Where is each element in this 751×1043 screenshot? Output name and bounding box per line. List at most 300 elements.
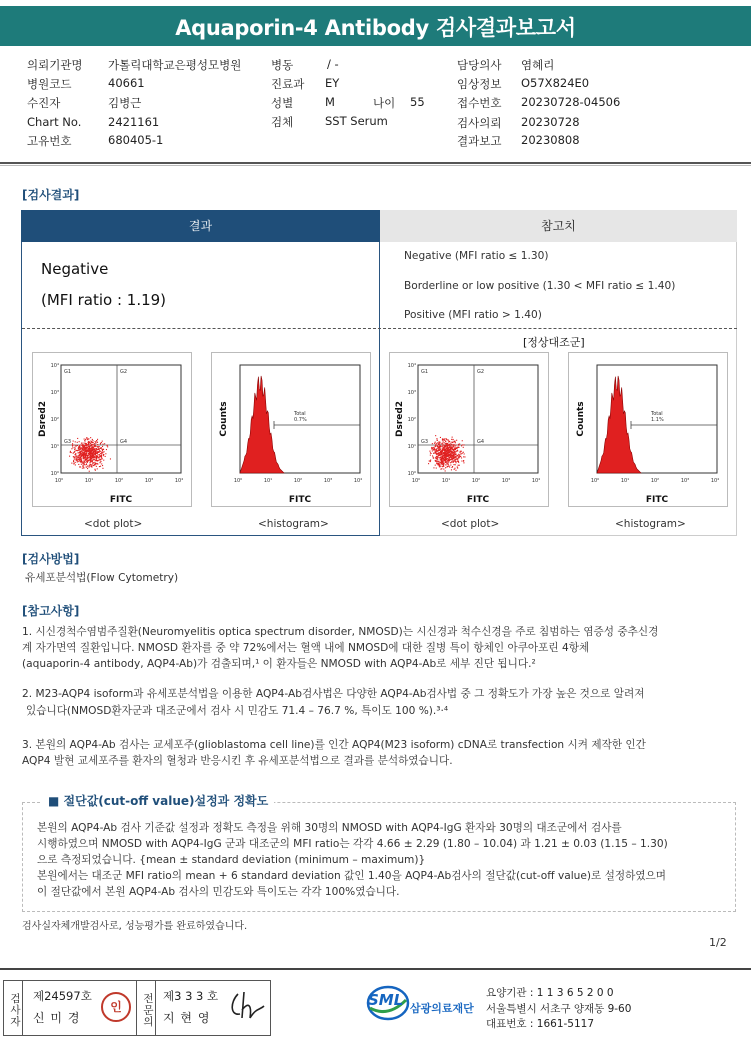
event-dot [455,456,456,457]
quadrant-label: G2 [120,369,128,375]
event-dot [444,449,445,450]
event-dot [71,448,72,449]
event-dot [83,458,84,459]
event-dot [75,448,76,449]
event-dot [87,457,88,458]
event-dot [94,443,95,444]
event-dot [442,440,443,441]
event-dot [445,445,446,446]
patient-dot-plot [32,352,192,507]
event-dot [447,451,448,452]
event-dot [453,452,454,453]
event-dot [69,456,70,457]
event-dot [463,462,464,463]
y-axis-label: Counts [219,401,229,437]
verifier-number: 제3 3 3 호 [163,989,219,1003]
event-dot [437,446,438,447]
event-dot [441,446,442,447]
event-dot [100,459,101,460]
tick-label: 10² [114,478,124,484]
event-dot [81,448,82,449]
tick-label: 10² [50,417,59,423]
event-dot [457,461,458,462]
event-dot [452,449,453,450]
event-dot [82,468,83,469]
event-dot [436,454,437,455]
event-dot [96,466,97,467]
event-dot [77,438,78,439]
event-dot [78,452,79,453]
event-dot [450,465,451,466]
event-dot [83,455,84,456]
event-dot [84,457,85,458]
event-dot [81,464,82,465]
event-dot [437,442,438,443]
event-dot [84,440,85,441]
event-dot [74,463,75,464]
event-dot [90,464,91,465]
event-dot [92,440,93,441]
quadrant-label: G2 [477,369,485,375]
chart-label: Chart No. [27,115,82,129]
event-dot [459,465,460,466]
event-dot [435,446,436,447]
event-dot [74,451,75,452]
event-dot [455,461,456,462]
event-dot [83,445,84,446]
inspector-name: 신 미 경 [33,1011,81,1025]
event-dot [452,452,453,453]
event-dot [464,456,465,457]
event-dot [97,446,98,447]
event-dot [87,468,88,469]
event-dot [100,456,101,457]
event-dot [443,439,444,440]
event-dot [436,456,437,457]
event-dot [88,441,89,442]
event-dot [110,458,111,459]
event-dot [79,441,80,442]
event-dot [76,456,77,457]
event-dot [90,451,91,452]
event-dot [444,445,445,446]
event-dot [451,448,452,449]
event-dot [89,454,90,455]
event-dot [448,445,449,446]
event-dot [436,458,437,459]
method-text: 유세포분석법(Flow Cytometry) [25,572,179,584]
event-dot [89,451,90,452]
event-dot [450,445,451,446]
chart-value: 2421161 [108,115,160,129]
event-dot [439,461,440,462]
event-dot [429,451,430,452]
examinee-value: 김병근 [108,96,142,110]
event-dot [95,450,96,451]
dot-plot-caption: <dot plot> [441,518,500,530]
event-dot [434,443,435,444]
event-dot [435,435,436,436]
event-dot [101,453,102,454]
event-dot [449,467,450,468]
tick-label: 10³ [144,478,154,484]
event-dot [436,449,437,450]
event-dot [81,460,82,461]
divider [0,968,751,970]
event-dot [96,458,97,459]
event-dot [86,459,87,460]
phone: 대표번호 : 1661-5117 [486,1018,595,1030]
event-dot [86,467,87,468]
event-dot [89,460,90,461]
event-dot [452,460,453,461]
request-label: 검사의뢰 [457,116,502,130]
event-dot [87,447,88,448]
event-dot [82,444,83,445]
cutoff-line: 본원의 AQP4-Ab 검사 기준값 설정과 정확도 측정을 위해 30명의 NMOSD with AQP4-IgG 환자와 30명의 대조군에서 검사를 [37,822,622,834]
event-dot [93,447,94,448]
control-dot-plot [389,352,549,507]
event-dot [447,445,448,446]
event-dot [453,445,454,446]
event-dot [458,447,459,448]
event-dot [460,454,461,455]
specimen-label: 검체 [271,115,294,129]
event-dot [82,452,83,453]
event-dot [437,440,438,441]
event-dot [95,457,96,458]
event-dot [89,453,90,454]
event-dot [435,453,436,454]
note-line: 1. 시신경척수염범주질환(Neuromyelitis optica spectrum disorder, NMOSD)는 시신경과 척수신경을 주로 침범하는 염증성 중추신경 [22,626,659,638]
event-dot [81,461,82,462]
event-dot [432,455,433,456]
event-dot [443,453,444,454]
event-dot [79,446,80,447]
method-section-title: [검사방법] [22,552,80,566]
event-dot [84,446,85,447]
gate-value: 0.7% [294,417,307,423]
event-dot [442,461,443,462]
event-dot [98,460,99,461]
event-dot [438,448,439,449]
event-dot [450,462,451,463]
event-dot [436,461,437,462]
event-dot [79,449,80,450]
event-dot [102,450,103,451]
event-dot [82,443,83,444]
event-dot [75,462,76,463]
event-dot [98,447,99,448]
event-dot [431,447,432,448]
event-dot [84,439,85,440]
event-dot [443,469,444,470]
quadrant-label: G1 [64,369,72,375]
event-dot [446,439,447,440]
event-dot [446,459,447,460]
doctor-label: 담당의사 [457,58,502,72]
event-dot [433,457,434,458]
event-dot [443,460,444,461]
event-dot [87,450,88,451]
event-dot [456,447,457,448]
event-dot [451,462,452,463]
event-dot [94,448,95,449]
event-dot [93,444,94,445]
tick-label: 10⁴ [50,363,59,369]
quadrant-label: G4 [477,439,485,445]
event-dot [86,447,87,448]
event-dot [447,439,448,440]
event-dot [439,443,440,444]
event-dot [100,453,101,454]
event-dot [434,449,435,450]
event-dot [91,447,92,448]
event-dot [78,464,79,465]
event-dot [94,446,95,447]
histogram-curve [240,376,284,473]
event-dot [101,442,102,443]
event-dot [92,462,93,463]
event-dot [74,445,75,446]
event-dot [76,455,77,456]
event-dot [74,459,75,460]
note-line: 있습니다(NMOSD환자군과 대조군에서 검사 시 민감도 71.4 – 76.7 %, 특이도 100 %).³·⁴ [26,705,449,717]
event-dot [453,464,454,465]
event-dot [107,446,108,447]
event-dot [94,459,95,460]
receipt-value: 20230728-04506 [521,95,621,109]
event-dot [87,460,88,461]
note-line: (aquaporin-4 antibody, AQP4-Ab)가 검출되며,¹ 이 환자들은 NMOSD with AQP4-Ab로 세부 진단 됩니다.² [22,658,536,670]
event-dot [82,455,83,456]
event-dot [96,441,97,442]
event-dot [452,466,453,467]
event-dot [432,447,433,448]
event-dot [458,444,459,445]
event-dot [99,460,100,461]
note-line: AQP4 발현 교세포주를 환자의 혈청과 반응시킨 후 유세포분석법으로 결과를 분석하였습니다. [22,755,453,767]
event-dot [83,468,84,469]
event-dot [458,461,459,462]
event-dot [80,453,81,454]
event-dot [442,449,443,450]
event-dot [103,454,104,455]
inspector-label: 검사자 [3,980,23,1036]
event-dot [439,466,440,467]
event-dot [104,443,105,444]
event-dot [101,452,102,453]
event-dot [94,469,95,470]
event-dot [97,444,98,445]
event-dot [92,454,93,455]
receipt-label: 접수번호 [457,96,502,110]
event-dot [432,443,433,444]
event-dot [90,437,91,438]
event-dot [92,463,93,464]
event-dot [451,444,452,445]
event-dot [453,462,454,463]
doctor-value: 염혜리 [521,58,555,72]
hospcode-value: 40661 [108,76,145,90]
event-dot [85,439,86,440]
event-dot [100,466,101,467]
examinee-label: 수진자 [27,96,61,110]
ward-value: / - [327,57,339,71]
event-dot [444,457,445,458]
event-dot [85,459,86,460]
tick-label: 10² [471,478,481,484]
event-dot [436,453,437,454]
event-dot [463,461,464,462]
event-dot [461,451,462,452]
x-axis-label: FITC [466,495,490,505]
notes-section-title: [참고사항] [22,604,80,618]
x-axis-label: FITC [288,495,312,505]
event-dot [436,438,437,439]
event-dot [439,441,440,442]
event-dot [440,466,441,467]
event-dot [95,442,96,443]
event-dot [449,452,450,453]
event-dot [439,449,440,450]
event-dot [100,455,101,456]
event-dot [447,455,448,456]
result-header: 결과 [21,210,380,242]
event-dot [435,460,436,461]
event-dot [456,457,457,458]
event-dot [77,445,78,446]
event-dot [442,455,443,456]
event-dot [74,457,75,458]
event-dot [73,441,74,442]
event-dot [432,450,433,451]
event-dot [103,455,104,456]
dept-value: EY [325,76,340,90]
event-dot [456,445,457,446]
gate-label: Total [294,411,306,417]
event-dot [87,462,88,463]
event-dot [72,443,73,444]
event-dot [90,461,91,462]
event-dot [447,466,448,467]
event-dot [91,456,92,457]
event-dot [445,450,446,451]
event-dot [85,443,86,444]
event-dot [445,458,446,459]
ward-label: 병동 [271,58,294,72]
event-dot [453,439,454,440]
event-dot [455,452,456,453]
event-dot [437,457,438,458]
event-dot [439,464,440,465]
y-axis-label: Counts [576,401,586,437]
event-dot [102,446,103,447]
event-dot [462,444,463,445]
dept-label: 진료과 [271,77,305,91]
event-dot [445,467,446,468]
event-dot [90,456,91,457]
event-dot [98,454,99,455]
event-dot [80,451,81,452]
event-dot [441,462,442,463]
event-dot [77,461,78,462]
event-dot [436,445,437,446]
event-dot [76,460,77,461]
event-dot [71,452,72,453]
event-dot [80,454,81,455]
event-dot [447,443,448,444]
tick-label: 10⁰ [233,478,243,484]
event-dot [89,447,90,448]
event-dot [443,441,444,442]
logo-text: SML [368,991,404,1009]
event-dot [101,463,102,464]
tick-label: 10³ [680,478,690,484]
event-dot [462,453,463,454]
sex-label: 성별 [271,96,294,110]
event-dot [464,444,465,445]
event-dot [91,442,92,443]
event-dot [441,450,442,451]
event-dot [84,461,85,462]
event-dot [460,456,461,457]
event-dot [79,451,80,452]
event-dot [90,441,91,442]
tick-label: 10³ [501,478,511,484]
event-dot [437,459,438,460]
event-dot [85,448,86,449]
event-dot [457,466,458,467]
event-dot [444,442,445,443]
event-dot [443,466,444,467]
event-dot [86,454,87,455]
event-dot [464,453,465,454]
event-dot [77,459,78,460]
event-dot [461,457,462,458]
histogram-svg [212,353,370,506]
event-dot [97,452,98,453]
event-dot [94,451,95,452]
event-dot [85,453,86,454]
event-dot [102,458,103,459]
event-dot [89,466,90,467]
event-dot [102,441,103,442]
event-dot [90,457,91,458]
event-dot [435,442,436,443]
event-dot [457,459,458,460]
event-dot [443,464,444,465]
event-dot [430,460,431,461]
event-dot [438,457,439,458]
event-dot [89,471,90,472]
event-dot [95,454,96,455]
event-dot [460,451,461,452]
tick-label: 10⁰ [411,478,421,484]
event-dot [446,461,447,462]
event-dot [459,454,460,455]
event-dot [446,448,447,449]
event-dot [440,469,441,470]
event-dot [448,455,449,456]
event-dot [94,464,95,465]
event-dot [72,447,73,448]
event-dot [73,461,74,462]
divider [0,162,751,164]
cutoff-line: 본원에서는 대조군 MFI ratio의 mean + 6 standard deviation 값인 1.40을 AQP4-Ab검사의 절단값(cut-off value)로 설정하였으며 [37,870,667,882]
event-dot [459,456,460,457]
event-dot [86,437,87,438]
